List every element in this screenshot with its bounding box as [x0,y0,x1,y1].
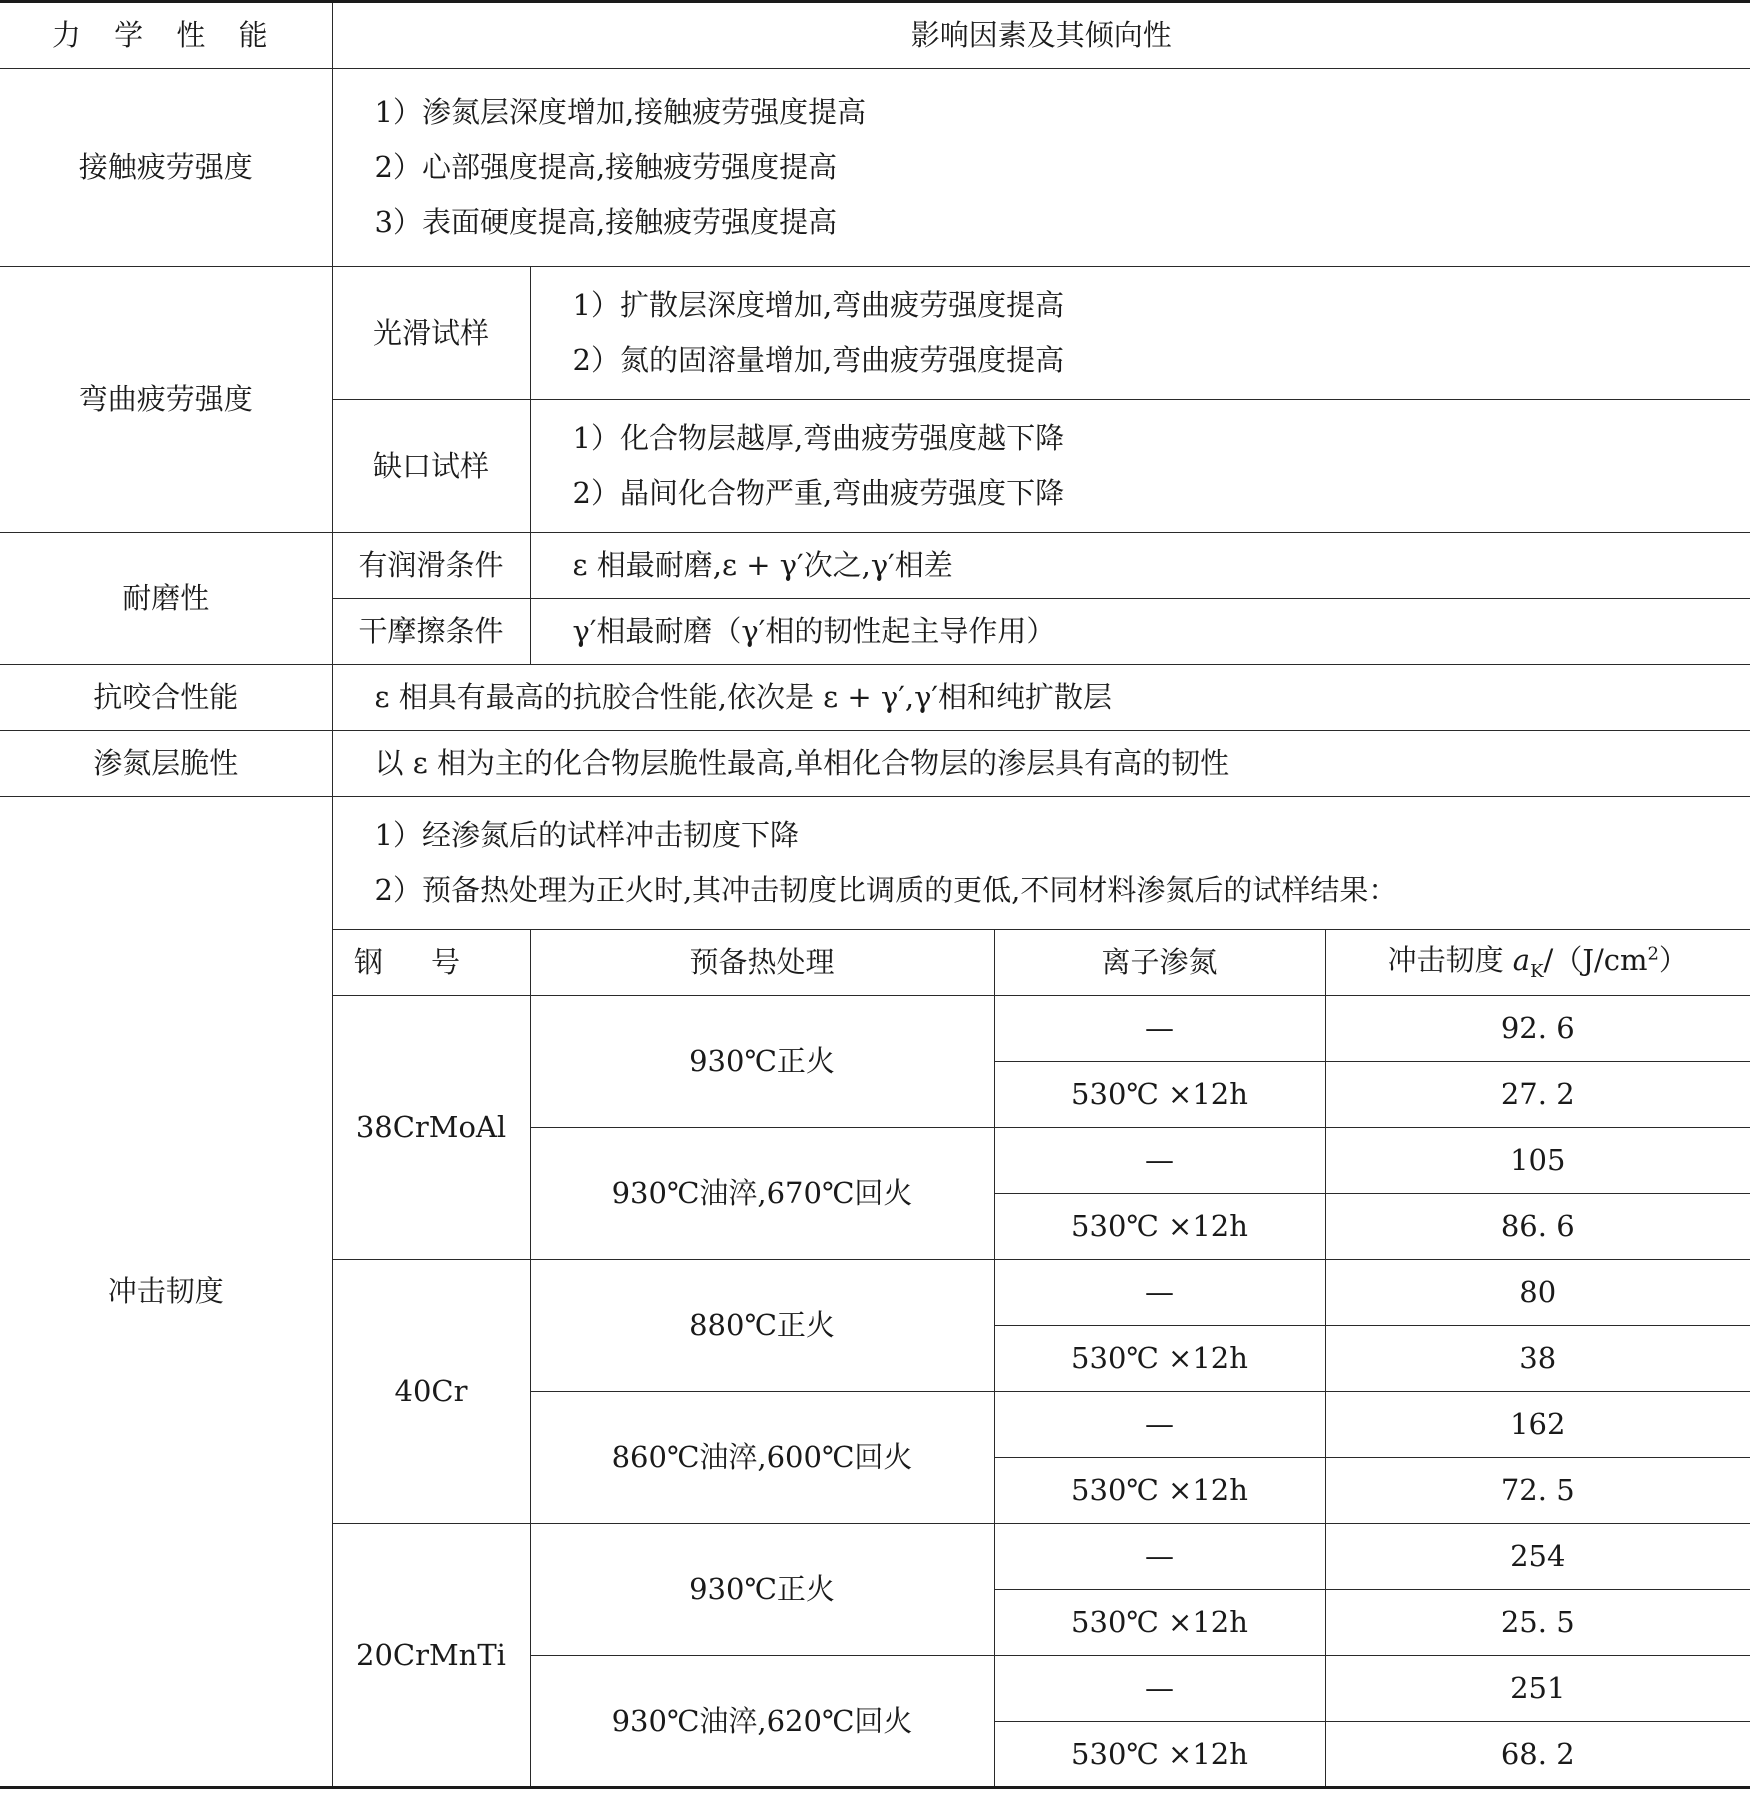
ion-nitriding-cell: — [994,1392,1325,1458]
brittleness-row [0,731,1750,797]
pretreatment-cell: 930℃正火 [530,996,994,1128]
header-row [0,2,1750,69]
notched-specimen-label: 缺口试样 [332,400,530,533]
ion-nitriding-cell: 530℃ ×12h [994,1590,1325,1656]
ion-nitriding-cell: 530℃ ×12h [994,1722,1325,1788]
pretreatment-cell: 860℃油淬,600℃回火 [530,1392,994,1524]
steel-grade-header: 钢号 [332,930,530,996]
impact-value-cell: 38 [1325,1326,1750,1392]
steel-grade-cell: 40Cr [332,1260,530,1524]
impact-value-cell: 92. 6 [1325,996,1750,1062]
steel-grade-cell: 38CrMoAl [332,996,530,1260]
impact-value-header-prefix: 冲击韧度 [1387,942,1513,977]
ion-nitriding-cell: — [994,1260,1325,1326]
smooth-specimen-label: 光滑试样 [332,267,530,400]
ion-nitriding-cell: 530℃ ×12h [994,1194,1325,1260]
contact-fatigue-row [0,69,1750,267]
impact-value-cell: 254 [1325,1524,1750,1590]
impact-value-header-unit: /（J/cm [1543,942,1648,977]
contact-fatigue-item: 3）表面硬度提高,接触疲劳强度提高 [374,205,838,239]
impact-value-header-symbol: a [1512,942,1531,977]
smooth-specimen-item: 1）扩散层深度增加,弯曲疲劳强度提高 [572,288,1065,322]
bending-fatigue-label: 弯曲疲劳强度 [0,267,332,533]
wear-resistance-label: 耐磨性 [0,533,332,665]
impact-value-header-subscript: K [1530,960,1544,982]
dry-friction-label: 干摩擦条件 [332,599,530,665]
impact-value-cell: 72. 5 [1325,1458,1750,1524]
ion-nitriding-cell: — [994,1524,1325,1590]
bending-fatigue-smooth-row [0,267,1750,400]
anti-seizure-text: ε 相具有最高的抗胶合性能,依次是 ε + γ′,γ′相和纯扩散层 [332,665,1750,731]
smooth-specimen-item: 2）氮的固溶量增加,弯曲疲劳强度提高 [572,343,1065,377]
impact-value-header [1325,930,1750,996]
brittleness-text: 以 ε 相为主的化合物层脆性最高,单相化合物层的渗层具有高的韧性 [332,731,1750,797]
impact-value-header-superscript: 2 [1647,943,1659,965]
ion-nitriding-cell: 530℃ ×12h [994,1458,1325,1524]
header-mechanical-property: 力 学 性 能 [0,2,332,69]
impact-toughness-notes [332,797,1750,930]
pretreatment-cell: 880℃正火 [530,1260,994,1392]
impact-value-cell: 25. 5 [1325,1590,1750,1656]
contact-fatigue-factors [332,69,1750,267]
impact-value-cell: 27. 2 [1325,1062,1750,1128]
impact-value-cell: 251 [1325,1656,1750,1722]
impact-value-cell: 68. 2 [1325,1722,1750,1788]
pretreatment-cell: 930℃正火 [530,1524,994,1656]
impact-note-item: 1）经渗氮后的试样冲击韧度下降 [374,818,799,852]
contact-fatigue-label: 接触疲劳强度 [0,69,332,267]
brittleness-label: 渗氮层脆性 [0,731,332,797]
header-influence-factors: 影响因素及其倾向性 [332,2,1750,69]
impact-toughness-label: 冲击韧度 [0,797,332,1788]
dry-friction-text: γ′相最耐磨（γ′相的韧性起主导作用） [530,599,1750,665]
impact-value-cell: 162 [1325,1392,1750,1458]
impact-value-header-unit-close: ） [1658,942,1688,977]
smooth-specimen-factors [530,267,1750,400]
steel-grade-cell: 20CrMnTi [332,1524,530,1788]
contact-fatigue-item: 2）心部强度提高,接触疲劳强度提高 [374,150,838,184]
wear-lubricated-row [0,533,1750,599]
lubricated-condition-text: ε 相最耐磨,ε + γ′次之,γ′相差 [530,533,1750,599]
lubricated-condition-label: 有润滑条件 [332,533,530,599]
ion-nitriding-cell: — [994,1656,1325,1722]
ion-nitriding-cell: 530℃ ×12h [994,1062,1325,1128]
pretreatment-header: 预备热处理 [530,930,994,996]
notched-specimen-factors [530,400,1750,533]
impact-intro-row [0,797,1750,930]
ion-nitriding-cell: — [994,996,1325,1062]
impact-value-cell: 80 [1325,1260,1750,1326]
notched-specimen-item: 2）晶间化合物严重,弯曲疲劳强度下降 [572,476,1065,510]
pretreatment-cell: 930℃油淬,620℃回火 [530,1656,994,1788]
impact-value-cell: 105 [1325,1128,1750,1194]
anti-seizure-row [0,665,1750,731]
notched-specimen-item: 1）化合物层越厚,弯曲疲劳强度越下降 [572,421,1065,455]
contact-fatigue-item: 1）渗氮层深度增加,接触疲劳强度提高 [374,95,867,129]
ion-nitriding-cell: 530℃ ×12h [994,1326,1325,1392]
ion-nitriding-cell: — [994,1128,1325,1194]
pretreatment-cell: 930℃油淬,670℃回火 [530,1128,994,1260]
impact-note-item: 2）预备热处理为正火时,其冲击韧度比调质的更低,不同材料渗氮后的试样结果： [374,873,1398,907]
ion-nitriding-header: 离子渗氮 [994,930,1325,996]
impact-value-cell: 86. 6 [1325,1194,1750,1260]
anti-seizure-label: 抗咬合性能 [0,665,332,731]
